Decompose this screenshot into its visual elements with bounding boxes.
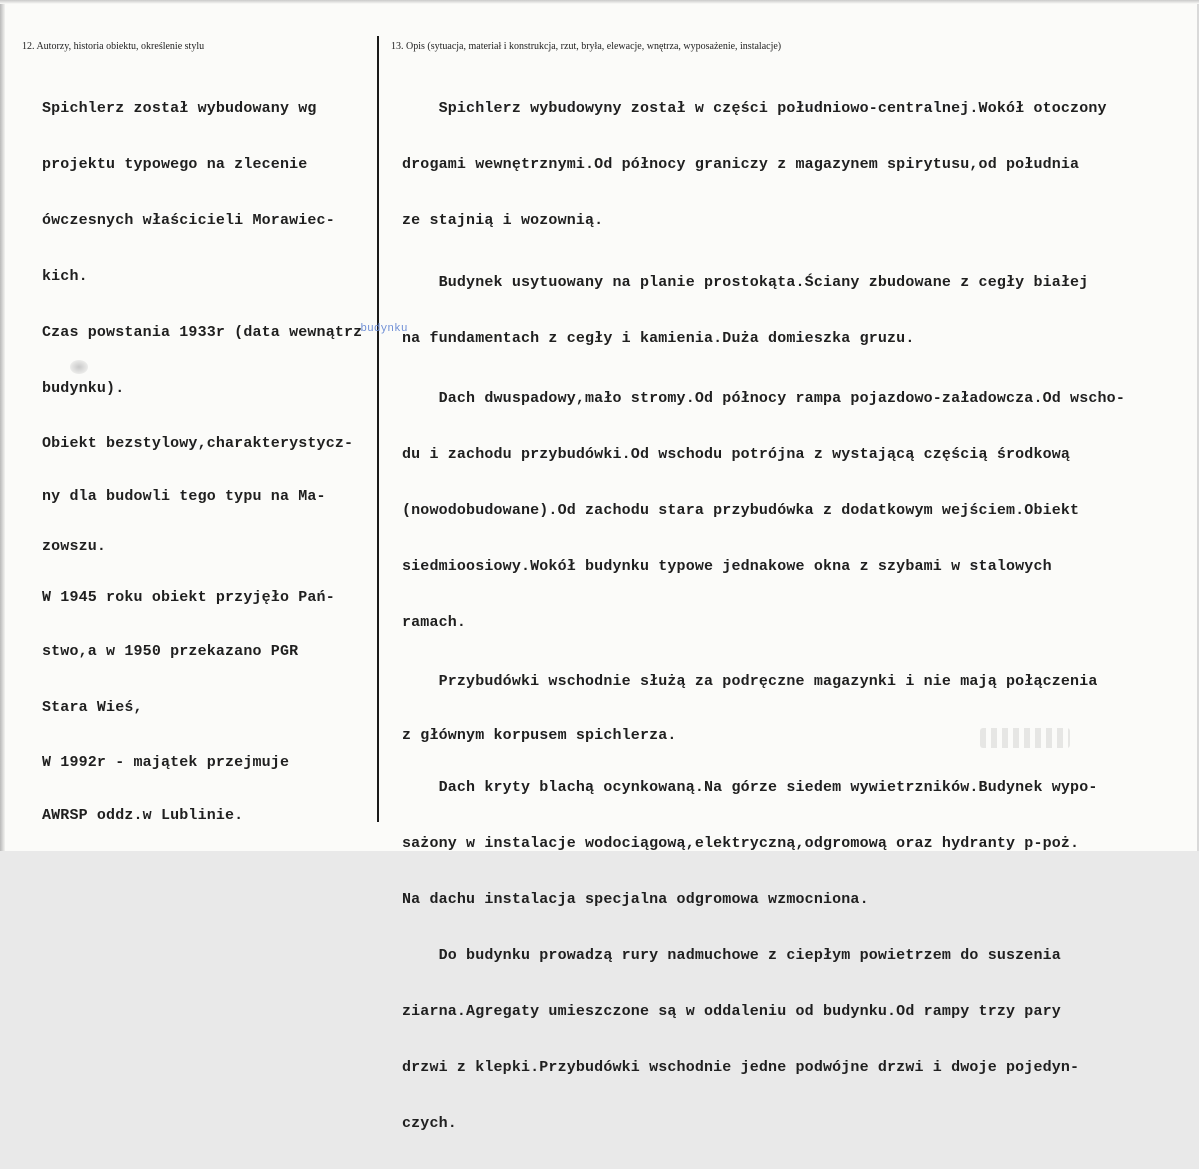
- description-line: z głównym korpusem spichlerza.: [402, 727, 677, 744]
- history-line: W 1992r - majątek przejmuje: [42, 754, 290, 771]
- ink-smudge: [70, 360, 88, 374]
- history-line: Obiekt bezstylowy,charakterystycz-: [42, 435, 354, 452]
- description-line: Przybudówki wschodnie służą za podręczne magazynki i nie mają połączenia: [402, 673, 1098, 690]
- description-line: siedmioosiowy.Wokół budynku typowe jednakowe okna z szybami w stalowych: [402, 558, 1052, 575]
- description-line: ziarna.Agregaty umieszczone są w oddaleniu od budynku.Od rampy trzy pary: [402, 1003, 1061, 1020]
- history-line: [42, 322, 408, 344]
- description-line: ze stajnią i wozownią.: [402, 212, 604, 229]
- description-line: (nowodobudowane).Od zachodu stara przybudówka z dodatkowym wejściem.Obiekt: [402, 502, 1080, 519]
- history-line: stwo,a w 1950 przekazano PGR: [42, 643, 299, 660]
- history-line: Stara Wieś,: [42, 699, 143, 716]
- description-line: Do budynku prowadzą rury nadmuchowe z ciepłym powietrzem do suszenia: [402, 947, 1061, 964]
- history-line: budynku).: [42, 380, 125, 397]
- description-line: czych.: [402, 1115, 457, 1132]
- history-line: Spichlerz został wybudowany wg: [42, 100, 317, 117]
- scan-top-shadow: [0, 0, 1199, 4]
- description-line: na fundamentach z cegły i kamienia.Duża domieszka gruzu.: [402, 330, 915, 347]
- history-line: zowszu.: [42, 538, 107, 555]
- handwritten-annotation: budynku: [360, 323, 408, 335]
- history-text: [42, 64, 408, 859]
- history-line-text: Czas powstania 1933r (data wewnątrz: [42, 324, 363, 341]
- scan-edge-shadow: [0, 0, 5, 851]
- history-line: projektu typowego na zlecenie: [42, 156, 308, 173]
- description-line: sażony w instalacje wodociągową,elektryczną,odgromową oraz hydranty p-poż.: [402, 835, 1080, 852]
- description-line: Na dachu instalacja specjalna odgromowa wzmocniona.: [402, 891, 869, 908]
- history-line: AWRSP oddz.w Lublinie.: [42, 807, 244, 824]
- description-line: Dach dwuspadowy,mało stromy.Od północy rampa pojazdowo-załadowcza.Od wscho-: [402, 390, 1125, 407]
- history-line: ówczesnych właścicieli Morawiec-: [42, 212, 335, 229]
- description-line: drzwi z klepki.Przybudówki wschodnie jedne podwójne drzwi i dwoje pojedyn-: [402, 1059, 1080, 1076]
- description-line: Budynek usytuowany na planie prostokąta.Ściany zbudowane z cegły białej: [402, 274, 1089, 291]
- description-line: du i zachodu przybudówki.Od wschodu potrójna z wystającą częścią środkową: [402, 446, 1071, 463]
- right-column-header: 13. Opis (sytuacja, materiał i konstrukcja, rzut, bryła, elewacje, wnętrza, wyposażenie, instalacje): [391, 41, 782, 52]
- description-line: Spichlerz wybudowyny został w części południowo-centralnej.Wokół otoczony: [402, 100, 1107, 117]
- left-column-header: 12. Autorzy, historia obiektu, określenie stylu: [22, 41, 205, 52]
- description-line: drogami wewnętrznymi.Od północy graniczy z magazynem spirytusu,od południa: [402, 156, 1080, 173]
- bleed-through-mark: [980, 728, 1070, 748]
- history-line: W 1945 roku obiekt przyjęło Pań-: [42, 589, 335, 606]
- description-line: Dach kryty blachą ocynkowaną.Na górze siedem wywietrzników.Budynek wypo-: [402, 779, 1098, 796]
- description-line: ramach.: [402, 614, 467, 631]
- description-text: [402, 64, 1125, 1169]
- history-line: kich.: [42, 268, 88, 285]
- history-line: ny dla budowli tego typu na Ma-: [42, 488, 326, 505]
